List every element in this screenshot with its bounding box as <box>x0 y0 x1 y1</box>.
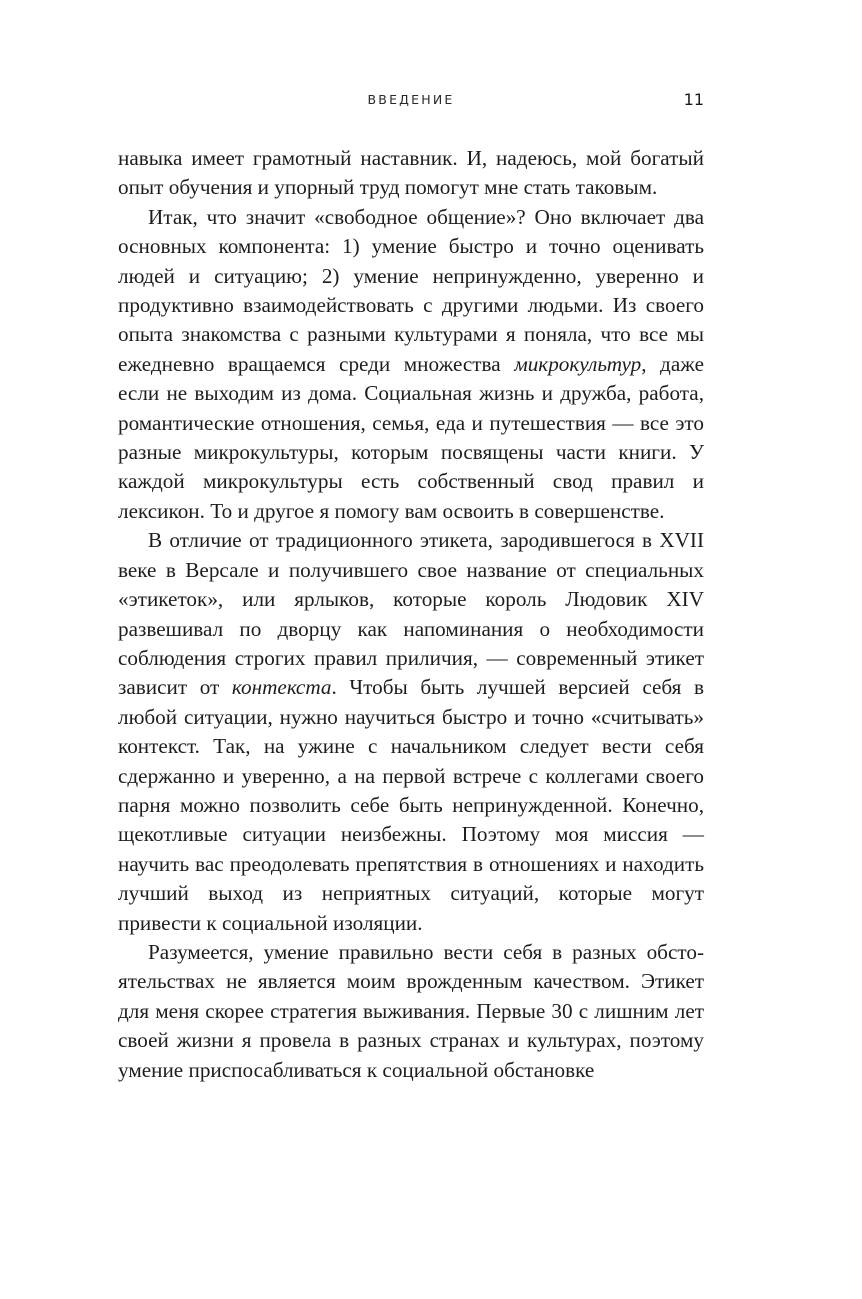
paragraph-3-part-b: . Чтобы быть лучшей версией себя в любой ситуации, нужно научиться быстро и точно «считывать» контекст. Так, на ужине с начальником следует вести себя сдержанно и уверенно, а на первой встрече с коллегами своего парня можно позволить себе быть непринужденной. Конечно, щекотливые ситуации неизбежны. Поэтому моя миссия — научить вас преодолевать препятствия в отношениях и находить лучший выход из неприятных ситуаций, которые могут привести к социальной изоляции. <box>118 675 704 935</box>
running-head: ВВЕДЕНИЕ <box>367 92 455 107</box>
page-number: 11 <box>683 90 704 109</box>
body-text <box>118 144 704 1085</box>
paragraph-1: навыка имеет грамотный наставник. И, надеюсь, мой богатый опыт обучения и упорный труд помогут мне стать таковым. <box>118 146 704 200</box>
paragraph-2-part-a: Итак, что значит «свободное общение»? Оно включает два основных компонента: 1) умение быстро и точно оценивать людей и ситуацию; 2) умение непринужденно, уверенно и продуктивно взаимодействовать с другими людьми. Из своего опыта знакомства с разными культурами я поняла, что все мы ежедневно вращаемся среди множества <box>118 204 704 376</box>
paragraph-4: Разумеется, умение правильно вести себя в разных обстоятельствах не является моим врожденным качеством. Этикет для меня скорее стратегия выживания. Первые 30 с лишним лет своей жизни я провела в разных странах и культурах, поэтому умение приспосабливаться к социальной обстановке <box>118 939 704 1082</box>
paragraph-3-part-a: В отличие от традиционного этикета, зародившегося в XVII веке в Версале и получившего свое название от специальных «этикеток», или ярлыков, которые король Людовик XIV развешивал по дворцу как напоминания о необходимости соблюдения строгих правил приличия, — современный этикет зависит от <box>118 528 704 700</box>
paragraph-2 <box>118 203 704 526</box>
paragraph-3-emphasis: контекста <box>231 675 332 700</box>
paragraph-3 <box>118 526 704 938</box>
page-header <box>118 90 704 114</box>
paragraph-2-part-b: , даже если не выходим из дома. Социальная жизнь и дружба, работа, романтические отношения, семья, еда и путешествия — все это разные микрокультуры, которым посвящены части книги. У каждой микрокультуры есть собственный свод правил и лексикон. То и другое я помогу вам освоить в совершенстве. <box>118 351 704 523</box>
paragraph-2-emphasis: микрокультур <box>514 351 642 376</box>
